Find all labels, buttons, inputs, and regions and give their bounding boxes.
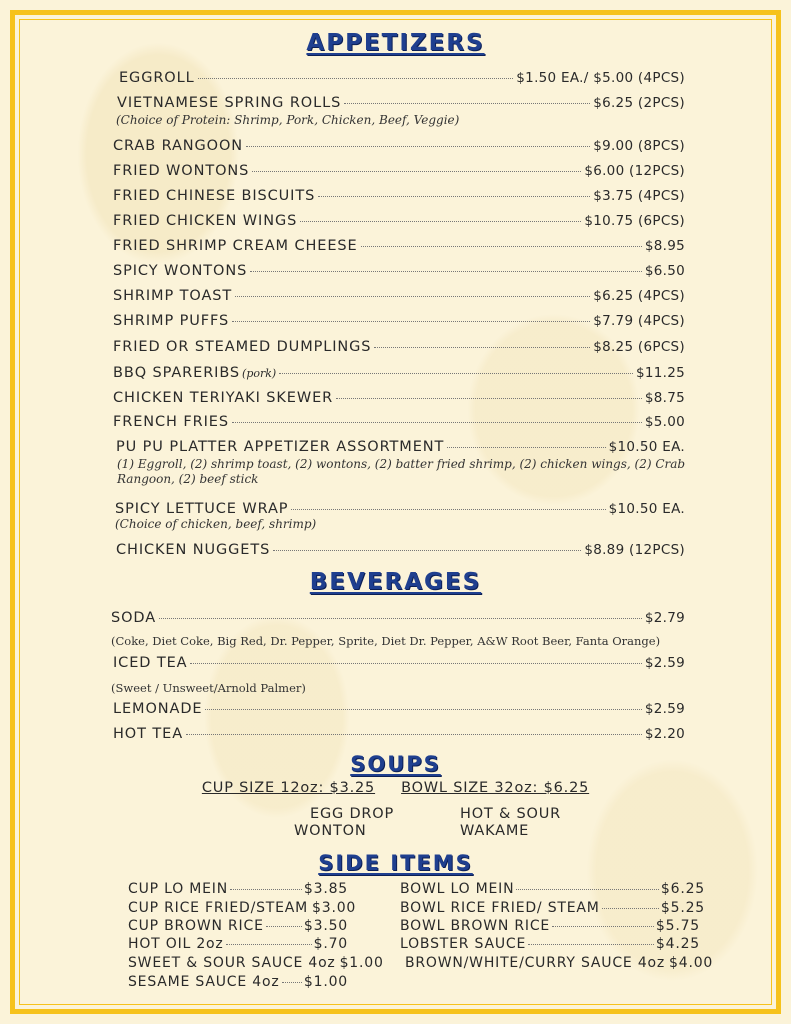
menu-item: FRIED CHICKEN WINGS $10.75 (6PCS) <box>113 213 685 229</box>
menu-item: FRIED SHRIMP CREAM CHEESE $8.95 <box>113 238 685 254</box>
side-item: BROWN/WHITE/CURRY SAUCE 4oz $4.00 <box>405 955 714 971</box>
side-item: SESAME SAUCE 4oz $1.00 <box>128 974 348 990</box>
soups-heading: SOUPS <box>350 752 441 776</box>
soup-variety: HOT & SOUR <box>460 806 562 822</box>
item-note: (Coke, Diet Coke, Big Red, Dr. Pepper, Sprite, Diet Dr. Pepper, A&W Root Beer, Fanta Orange) <box>111 634 661 648</box>
item-note: (Choice of Protein: Shrimp, Pork, Chicken, Beef, Veggie) <box>116 113 460 127</box>
menu-item: FRIED WONTONS $6.00 (12PCS) <box>113 163 685 179</box>
menu-item: PU PU PLATTER APPETIZER ASSORTMENT $10.50 EA. <box>116 439 685 455</box>
side-item: CUP BROWN RICE $3.50 <box>128 918 348 934</box>
side-item: BOWL RICE FRIED/ STEAM $5.25 <box>400 900 705 916</box>
menu-item: SPICY LETTUCE WRAP $10.50 EA. <box>115 501 685 517</box>
menu-item: EGGROLL $1.50 EA./ $5.00 (4PCS) <box>119 70 685 86</box>
soup-variety: EGG DROP <box>310 806 395 822</box>
menu-item: ICED TEA $2.59 <box>113 655 685 671</box>
beverages-heading: BEVERAGES <box>309 569 482 595</box>
menu-item: SHRIMP TOAST $6.25 (4PCS) <box>113 288 685 304</box>
menu-item: LEMONADE $2.59 <box>113 701 685 717</box>
side-item: LOBSTER SAUCE $4.25 <box>400 936 700 952</box>
menu-item: BBQ SPARERIBS (pork) $11.25 <box>113 365 685 381</box>
menu-item: SPICY WONTONS $6.50 <box>113 263 685 279</box>
item-note: (1) Eggroll, (2) shrimp toast, (2) wontons, (2) batter fried shrimp, (2) chicken wings, (2) Crab Rangoon, (2) beef stick <box>117 457 686 486</box>
menu-item: VIETNAMESE SPRING ROLLS $6.25 (2PCS) <box>117 95 685 111</box>
side-item: BOWL LO MEIN $6.25 <box>400 881 705 897</box>
menu-item: SODA $2.79 <box>111 610 685 626</box>
menu-item: CHICKEN TERIYAKI SKEWER $8.75 <box>113 390 685 406</box>
menu-item: CHICKEN NUGGETS $8.89 (12PCS) <box>116 542 685 558</box>
soup-variety: WONTON <box>294 823 367 839</box>
side-items-heading: SIDE ITEMS <box>318 851 473 875</box>
menu-item: SHRIMP PUFFS $7.79 (4PCS) <box>113 313 685 329</box>
item-note: (Sweet / Unsweet/Arnold Palmer) <box>111 681 306 695</box>
bowl-size-price: BOWL SIZE 32oz: $6.25 <box>401 780 590 796</box>
item-note: (Choice of chicken, beef, shrimp) <box>115 517 317 531</box>
menu-item: FRIED OR STEAMED DUMPLINGS $8.25 (6PCS) <box>113 339 685 355</box>
side-item: HOT OIL 2oz $.70 <box>128 936 348 952</box>
menu-item: CRAB RANGOON $9.00 (8PCS) <box>113 138 685 154</box>
soup-variety: WAKAME <box>460 823 530 839</box>
soup-size-prices <box>0 780 791 796</box>
side-item: BOWL BROWN RICE $5.75 <box>400 918 700 934</box>
cup-size-price: CUP SIZE 12oz: $3.25 <box>201 780 376 796</box>
side-item: CUP RICE FRIED/STEAM $3.00 <box>128 900 357 916</box>
appetizers-heading: APPETIZERS <box>306 30 485 56</box>
item-qualifier: (pork) <box>242 367 277 380</box>
menu-item: FRENCH FRIES $5.00 <box>113 414 685 430</box>
menu-item: FRIED CHINESE BISCUITS $3.75 (4PCS) <box>113 188 685 204</box>
menu-item: HOT TEA $2.20 <box>113 726 685 742</box>
side-item: CUP LO MEIN $3.85 <box>128 881 348 897</box>
side-item: SWEET & SOUR SAUCE 4oz $1.00 <box>128 955 384 971</box>
